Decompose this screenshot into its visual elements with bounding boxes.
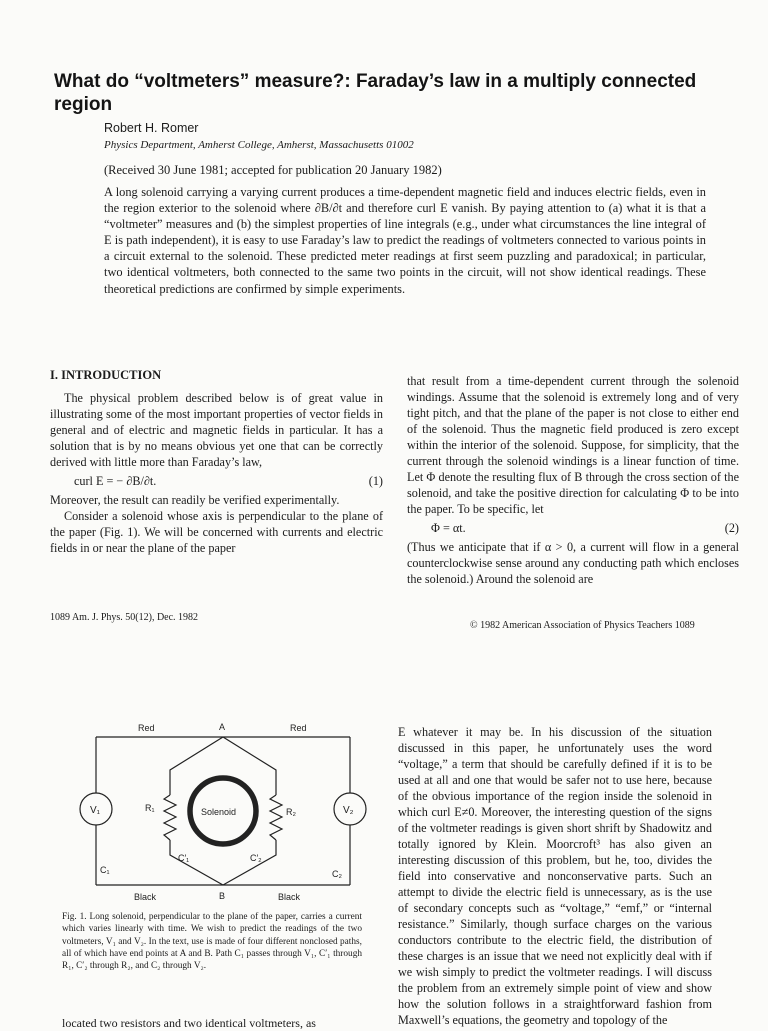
label-node-a: A — [219, 722, 226, 732]
equation-2 — [407, 520, 739, 536]
footer-copyright: © 1982 American Association of Physics Teachers 1089 — [470, 620, 695, 631]
section-heading: I. INTRODUCTION — [50, 368, 162, 382]
equation-number: (1) — [368, 474, 383, 488]
label-red-left: Red — [138, 723, 155, 733]
label-node-b: B — [219, 891, 226, 901]
right-column — [407, 373, 739, 587]
equation-number: (2) — [724, 521, 739, 535]
label-black-right: Black — [278, 892, 301, 902]
label-c2-prime: C′₂ — [250, 853, 262, 863]
paragraph: (Thus we anticipate that if α > 0, a current will flow in a general counterclockwise sense around any conducting path which encloses the solenoid.) Around the solenoid are — [407, 540, 739, 586]
equation-1 — [50, 473, 383, 489]
label-v2: V₂ — [343, 805, 354, 816]
label-v1: V₁ — [90, 805, 101, 816]
label-r2: R₂ — [286, 807, 296, 817]
equation-body: curl E = − ∂B/∂t. — [74, 474, 157, 488]
author-name: Robert H. Romer — [104, 121, 199, 135]
abstract: A long solenoid carrying a varying current produces a time-dependent magnetic field and induces electric fields, even in the region exterior to the solenoid where ∂B/∂t and therefore curl E vanish. By paying attention to (a) what it is that a “voltmeter” measures and (b) the simplest properties of line integrals (e.g., under what circumstances the line integral of E is path independent), it is easy to use Faraday’s law to predict the readings of voltmeters connected to various points in a circuit external to the solenoid. These predicted meter readings at first seem puzzling and paradoxical; in particular, two identical voltmeters, both connected to the same two points in the circuit, will not show identical readings. These theoretical predictions are confirmed by simple experiments. — [104, 185, 706, 296]
received-dates: (Received 30 June 1981; accepted for publication 20 January 1982) — [104, 163, 442, 177]
label-solenoid: Solenoid — [201, 807, 237, 817]
paragraph: that result from a time-dependent current through the solenoid windings. Assume that the solenoid is extremely long and of very tight pitch, and that the plane of the paper is not close to either end of the solenoid. Thus the magnetic field produced is zero except within the interior of the solenoid. Suppose, for simplicity, that the current through the solenoid windings is a linear function of time. Let Φ denote the resulting flux of B through the cross section of the solenoid, and take the positive direction for calculating Φ to be into the paper. To be specific, let — [407, 374, 739, 516]
left-column — [50, 390, 383, 556]
author-affiliation: Physics Department, Amherst College, Amherst, Massachusetts 01002 — [104, 139, 414, 151]
article-title: What do “voltmeters” measure?: Faraday’s law in a multiply connected region — [54, 71, 697, 115]
figure-caption: Fig. 1. Long solenoid, perpendicular to the plane of the paper, carries a current which varies linearly with time. We wish to predict the readings of the two voltmeters, V₁ and V₂. In the text, use is made of four different nonclosed paths, all of which have end points at A and B. Path C₁ passes through V₁, C′₁ through R₁, C′₂ through R₂, and C₂ through V₂. — [62, 912, 362, 972]
paragraph: Consider a solenoid whose axis is perpendicular to the plane of the paper (Fig. 1). We will be concerned with currents and electric fields in or near the plane of the paper — [50, 509, 383, 555]
paragraph: E whatever it may be. In his discussion of the situation discussed in this paper, he unfortunately uses the word “voltage,” a term that should be carefully defined if it is to be used at all and one that would be safer not to use here, because of the obvious importance of the region inside the solenoid in which curl E≠0. Moreover, the interesting question of the signs of the voltmeter readings is given short shrift by Shadowitz and totally ignored by Klein. Moorcroft³ has also given an interesting discussion of this problem, but he, too, divides the field into conservative and nonconservative parts. Such an attempt to divide the electric field is unnecessary, as is the use of secondary concepts such as “voltage,” “emf,” or “internal resistance.” Similarly, though surface charges on the various conductors contribute to the electric field, the distribution of these charges is an issue that we need not explicitly deal with if we wish simply to predict the voltmeter readings. I will discuss the problem from an extremely simple point of view and show how the solution follows in a straightforward fashion from Maxwell’s equations, the geometry and topology of the — [398, 725, 712, 1027]
label-black-left: Black — [134, 892, 157, 902]
label-c1-prime: C′₁ — [178, 853, 190, 863]
equation-body: Φ = αt. — [431, 521, 466, 535]
page2-left-text-fragment: located two resistors and two identical voltmeters, as — [62, 1016, 316, 1030]
paragraph: The physical problem described below is of great value in illustrating some of the most important properties of vector fields in general and of electric and magnetic fields in particular. It has a solution that is by no means obvious yet one that can be correctly derived with little more than Faraday’s law, — [50, 391, 383, 469]
paragraph: Moreover, the result can readily be verified experimentally. — [50, 493, 340, 507]
page2-right-column — [398, 724, 712, 1028]
footer-journal-ref: 1089 Am. J. Phys. 50(12), Dec. 1982 — [50, 612, 199, 623]
label-red-right: Red — [290, 723, 307, 733]
label-r1: R₁ — [145, 803, 155, 813]
circuit-diagram — [60, 715, 382, 910]
label-c2: C₂ — [332, 869, 342, 879]
label-c1: C₁ — [100, 865, 110, 875]
